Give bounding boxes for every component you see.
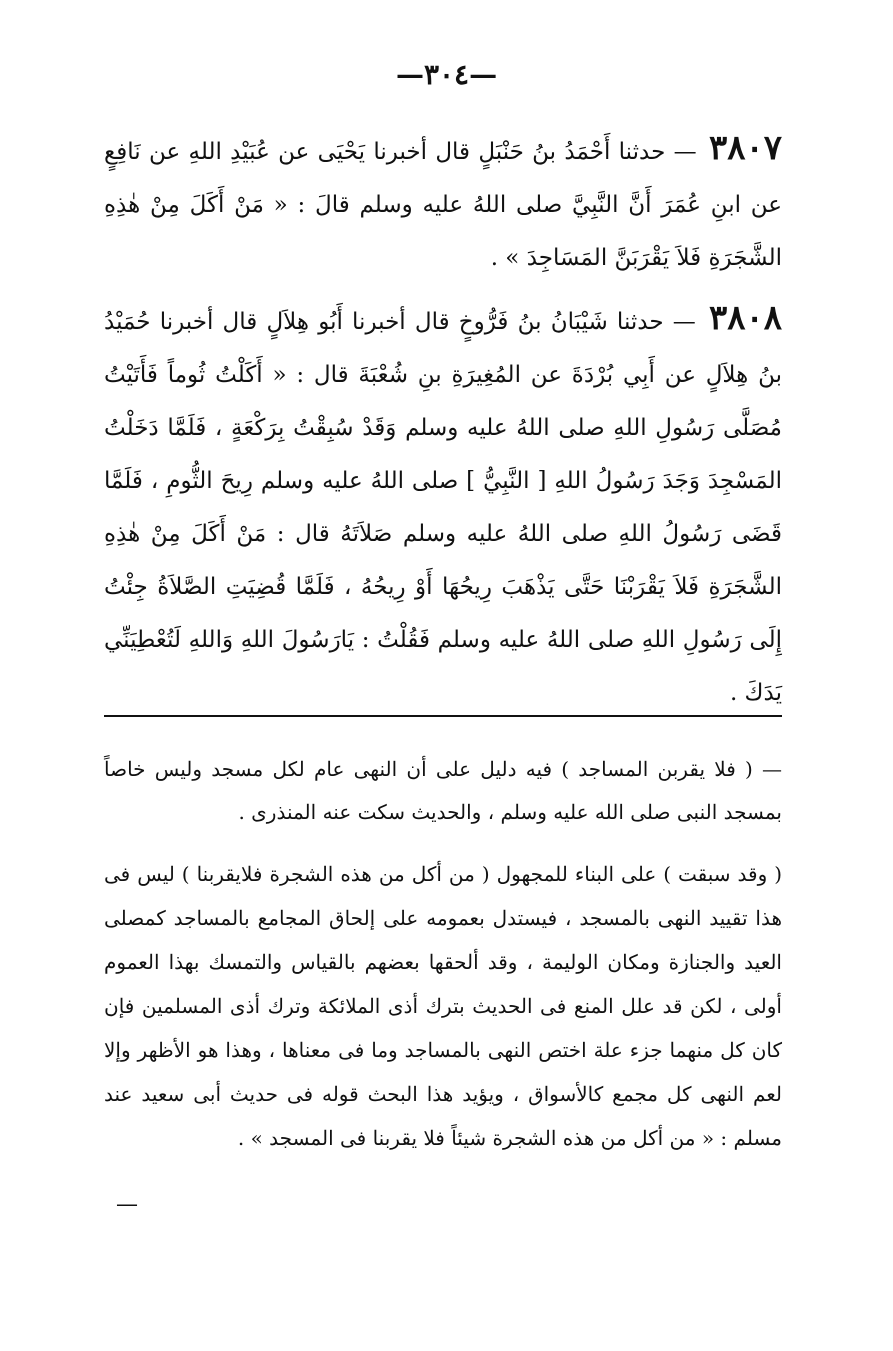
hadith-3807 bbox=[104, 122, 782, 285]
footnote-divider bbox=[104, 715, 782, 717]
hadith-text: — حدثنا أَحْمَدُ بنُ حَنْبَلٍ قال أخبرنا يَحْيَى عن عُبَيْدِ اللهِ عن نَافِعٍ عن ابنِ عُمَرَ أَنَّ النَّبِيَّ صلى اللهُ عليه وسلم قالَ : « مَنْ أَكَلَ مِنْ هٰذِهِ الشَّجَرَةِ فَلاَ يَقْرَبَنَّ المَسَاجِدَ » . bbox=[104, 139, 782, 271]
hadith-number: ٣٨٠٨ bbox=[708, 298, 782, 338]
page-number: —٣٠٤— bbox=[395, 58, 498, 91]
end-dash: — bbox=[116, 1192, 138, 1217]
hadith-number: ٣٨٠٧ bbox=[708, 128, 782, 168]
commentary-paragraph-2: ( وقد سبقت ) على البناء للمجهول ( من أكل من هذه الشجرة فلايقربنا ) ليس فى هذا تقييد النهى بالمسجد ، فيستدل بعمومه على إلحاق المجامع بالمساجد كمصلى العيد والجنازة ومكان الوليمة ، وقد ألحقها بعضهم بالقياس والتمسك بهذا العموم أولى ، لكن قد علل المنع فى الحديث بترك أذى الملائكة وترك أذى المسلمين فإن كان كل منهما جزء علة اختص النهى بالمساجد وما فى معناها ، وهذا هو الأظهر وإلا لعم النهى كل مجمع كالأسواق ، ويؤيد هذا البحث قوله فى حديث أبى سعيد عند مسلم : « من أكل من هذه الشجرة شيئاً فلا يقربنا فى المسجد » . bbox=[104, 862, 782, 1150]
commentary-paragraph-1: — ( فلا يقربن المساجد ) فيه دليل على أن النهى عام لكل مسجد وليس خاصاً بمسجد النبى صلى الله عليه وسلم ، والحديث سكت عنه المنذرى . bbox=[104, 757, 782, 824]
hadith-3808 bbox=[104, 292, 782, 720]
hadith-text: — حدثنا شَيْبَانُ بنُ فَرُّوخٍ قال أخبرنا أَبُو هِلاَلٍ قال أخبرنا حُمَيْدُ بنُ هِلاَلٍ عن أَبِي بُرْدَةَ عن المُغِيرَةِ بنِ شُعْبَةَ قال : « أَكَلْتُ ثُوماً فَأَتَيْتُ مُصَلَّى رَسُولِ اللهِ صلى اللهُ عليه وسلم وَقَدْ سُبِقْتُ بِرَكْعَةٍ ، فَلَمَّا دَخَلْتُ المَسْجِدَ وَجَدَ رَسُولُ اللهِ [ النَّبِيُّ ] صلى اللهُ عليه وسلم رِيحَ الثُّومِ ، فَلَمَّا قَضَى رَسُولُ اللهِ صلى اللهُ عليه وسلم صَلاَتَهُ قال : مَنْ أَكَلَ مِنْ هٰذِهِ الشَّجَرَةِ فَلاَ يَقْرَبْنَا حَتَّى يَذْهَبَ رِيحُهَا أَوْ رِيحُهُ ، فَلَمَّا قُضِيَتِ الصَّلاَةُ جِئْتُ إِلَى رَسُولِ اللهِ صلى اللهُ عليه وسلم فَقُلْتُ : يَارَسُولَ اللهِ وَاللهِ لَتُعْطِيَنِّي يَدَكَ . bbox=[104, 309, 782, 706]
